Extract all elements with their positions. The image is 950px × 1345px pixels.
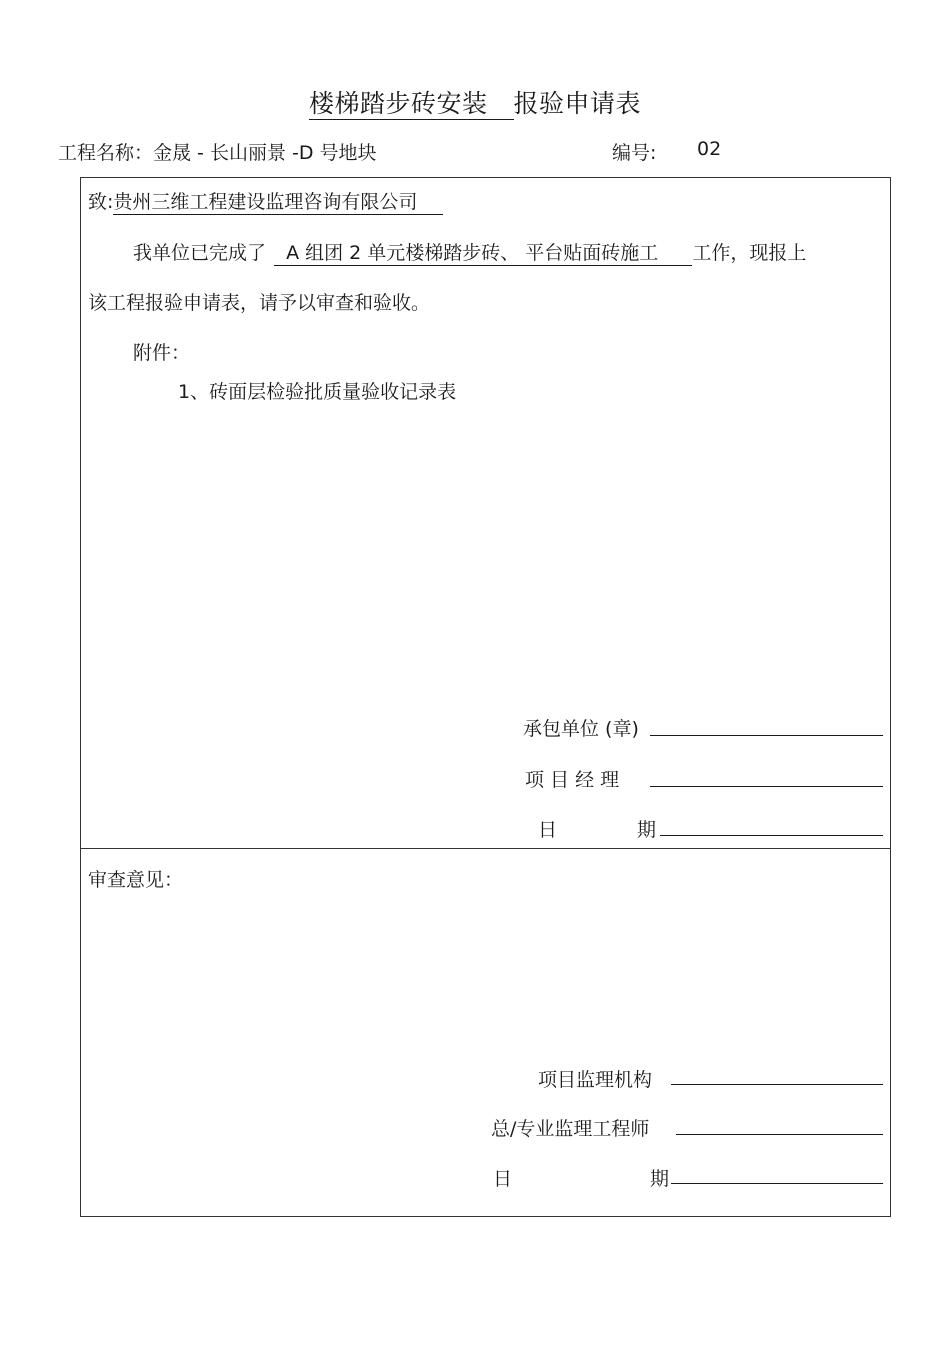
body-line-1 [133,238,806,266]
form-title [0,84,950,120]
form-number-value: 02 [697,138,722,160]
form-number-label: 编号: [612,142,657,164]
title-suffix: 报验申请表 [513,89,642,118]
supervision-engineer-line [676,1134,883,1135]
review-date-line [671,1183,883,1184]
project-manager-line [650,786,883,787]
addressee-row [88,187,443,215]
contractor-seal-label: 承包单位 (章) [523,718,639,740]
review-opinion-label: 审查意见： [88,869,184,891]
project-name: 金晟 - 长山丽景 -D 号地块 [153,142,377,164]
review-date-label-period: 期 [650,1168,670,1190]
supervision-org-label: 项目监理机构 [538,1069,653,1091]
body-line-2: 该工程报验申请表，请予以审查和验收。 [88,292,431,314]
section-divider [80,848,891,849]
attachments-label: 附件： [133,342,191,364]
review-date-label-day: 日 [493,1168,513,1190]
supervision-org-line [671,1084,883,1085]
form-table [80,177,891,1217]
project-manager-label: 项 目 经 理 [525,769,620,791]
attachment-item: 1、砖面层检验批质量验收记录表 [178,381,457,403]
contractor-seal-line [650,735,883,736]
completed-work-field: A 组团 2 单元楼梯踏步砖、 平台贴面砖施工 [274,241,692,266]
contractor-date-line [660,835,883,836]
addressee-label: 致: [88,191,114,213]
body-suffix: 工作，现报上 [692,242,807,264]
project-label: 工程名称： [58,142,154,164]
date-label-day: 日 [538,819,558,841]
title-work-item: 楼梯踏步砖安装 [309,89,514,120]
body-prefix: 我单位已完成了 [133,242,267,264]
date-label-period: 期 [637,819,657,841]
project-name-row [58,138,377,165]
supervision-engineer-label: 总/专业监理工程师 [491,1118,650,1140]
addressee-value: 贵州三维工程建设监理咨询有限公司 [113,190,443,215]
